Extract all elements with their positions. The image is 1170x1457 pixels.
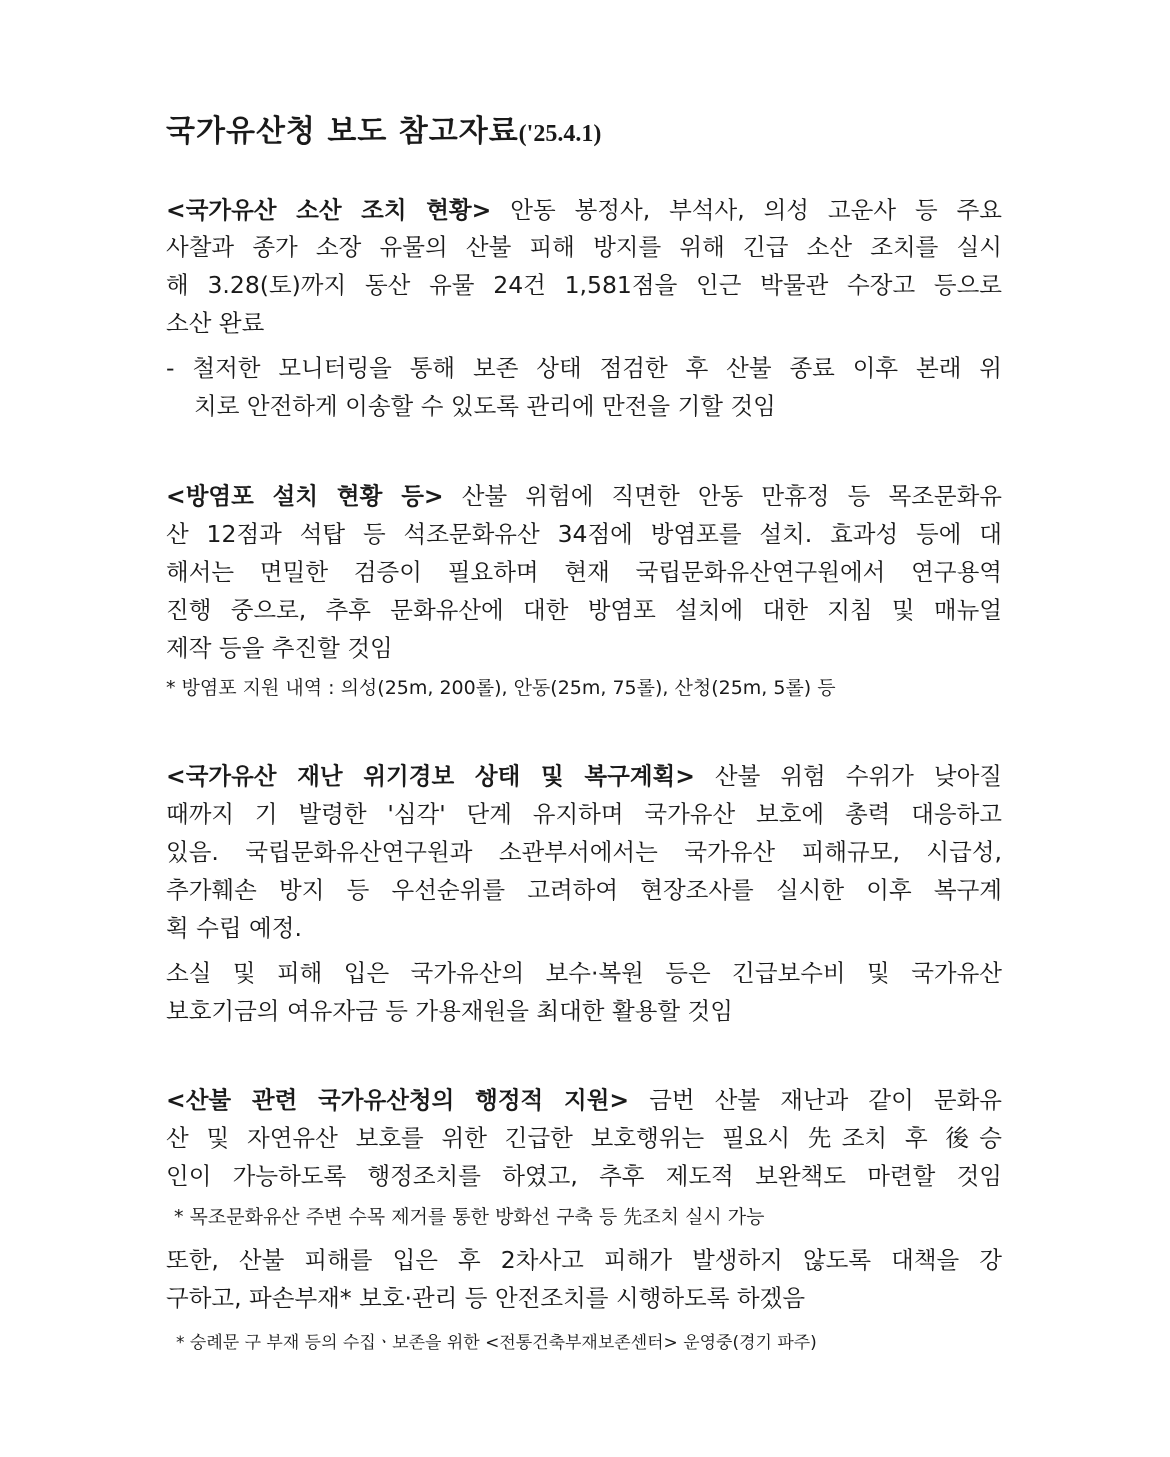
s1-line-3: 해 3.28(토)까지 동산 유물 24건 1,581점을 인근 박물관 수장고 등으로 bbox=[166, 271, 1002, 299]
s1-heading: <국가유산 소산 조치 현황> bbox=[166, 196, 492, 224]
title-date: ('25.4.1) bbox=[518, 121, 602, 147]
s4-line-3: 인이 가능하도록 행정조치를 하였고, 추후 제도적 보완책도 마련할 것임 bbox=[166, 1162, 1002, 1190]
s2-line-2: 산 12점과 석탑 등 석조문화유산 34점에 방염포를 설치. 효과성 등에 대 bbox=[166, 520, 1002, 548]
s3-line-2: 때까지 기 발령한 '심각' 단계 유지하며 국가유산 보호에 총력 대응하고 bbox=[166, 800, 1002, 828]
s2-heading: <방염포 설치 현황 등> bbox=[166, 482, 444, 510]
s2-line-4: 진행 중으로, 추후 문화유산에 대한 방염포 설치에 대한 지침 및 매뉴얼 bbox=[166, 596, 1002, 624]
s3-line-5: 획 수립 예정. bbox=[166, 914, 302, 942]
s3-line-3: 있음. 국립문화유산연구원과 소관부서에서는 국가유산 피해규모, 시급성, bbox=[166, 838, 1002, 866]
s2-line-3: 해서는 면밀한 검증이 필요하며 현재 국립문화유산연구원에서 연구용역 bbox=[166, 558, 1002, 586]
s1-line-1: <국가유산 소산 조치 현황> 안동 봉정사, 부석사, 의성 고운사 등 주요 bbox=[166, 196, 1003, 224]
s4-footnote-1: * 목조문화유산 주변 수목 제거를 통한 방화선 구축 등 先조치 실시 가능 bbox=[174, 1206, 765, 1228]
s4-line-1: <산불 관련 국가유산청의 행정적 지원> 금번 산불 재난과 같이 문화유 bbox=[166, 1086, 1003, 1114]
s4-line-5: 구하고, 파손부재* 보호·관리 등 안전조치를 시행하도록 하겠음 bbox=[166, 1284, 806, 1312]
s4-heading: <산불 관련 국가유산청의 행정적 지원> bbox=[166, 1086, 630, 1114]
s4-footnote-2: * 숭례문 구 부재 등의 수집ㆍ보존을 위한 <전통건축부재보존센터> 운영중(경기 파주) bbox=[176, 1333, 817, 1353]
s1-detail-2: 치로 안전하게 이송할 수 있도록 관리에 만전을 기할 것임 bbox=[194, 392, 776, 420]
s3-heading: <국가유산 재난 위기경보 상태 및 복구계획> bbox=[166, 762, 695, 790]
s3-line-7: 보호기금의 여유자금 등 가용재원을 최대한 활용할 것임 bbox=[166, 997, 733, 1025]
title-text: 국가유산청 보도 참고자료 bbox=[166, 114, 519, 149]
s3-line-4: 추가훼손 방지 등 우선순위를 고려하여 현장조사를 실시한 이후 복구계 bbox=[166, 876, 1002, 904]
s2-line-1: <방염포 설치 현황 등> 산불 위험에 직면한 안동 만휴정 등 목조문화유 bbox=[166, 482, 1002, 510]
s3-line-1: <국가유산 재난 위기경보 상태 및 복구계획> 산불 위험 수위가 낮아질 bbox=[166, 762, 1002, 790]
s4-line-4: 또한, 산불 피해를 입은 후 2차사고 피해가 발생하지 않도록 대책을 강 bbox=[166, 1246, 1002, 1274]
s2-footnote: * 방염포 지원 내역 : 의성(25m, 200롤), 안동(25m, 75롤), 산청(25m, 5롤) 등 bbox=[166, 677, 836, 699]
s1-detail-1: - 철저한 모니터링을 통해 보존 상태 점검한 후 산불 종료 이후 본래 위 bbox=[166, 354, 1002, 382]
s1-line-2: 사찰과 종가 소장 유물의 산불 피해 방지를 위해 긴급 소산 조치를 실시 bbox=[166, 233, 1002, 261]
s2-line-5: 제작 등을 추진할 것임 bbox=[166, 634, 393, 662]
document-title bbox=[166, 106, 601, 150]
s3-line-6: 소실 및 피해 입은 국가유산의 보수·복원 등은 긴급보수비 및 국가유산 bbox=[166, 959, 1002, 987]
s4-line-2: 산 및 자연유산 보호를 위한 긴급한 보호행위는 필요시 先조치 후 後승 bbox=[166, 1124, 1002, 1152]
s1-line-4: 소산 완료 bbox=[166, 309, 265, 337]
